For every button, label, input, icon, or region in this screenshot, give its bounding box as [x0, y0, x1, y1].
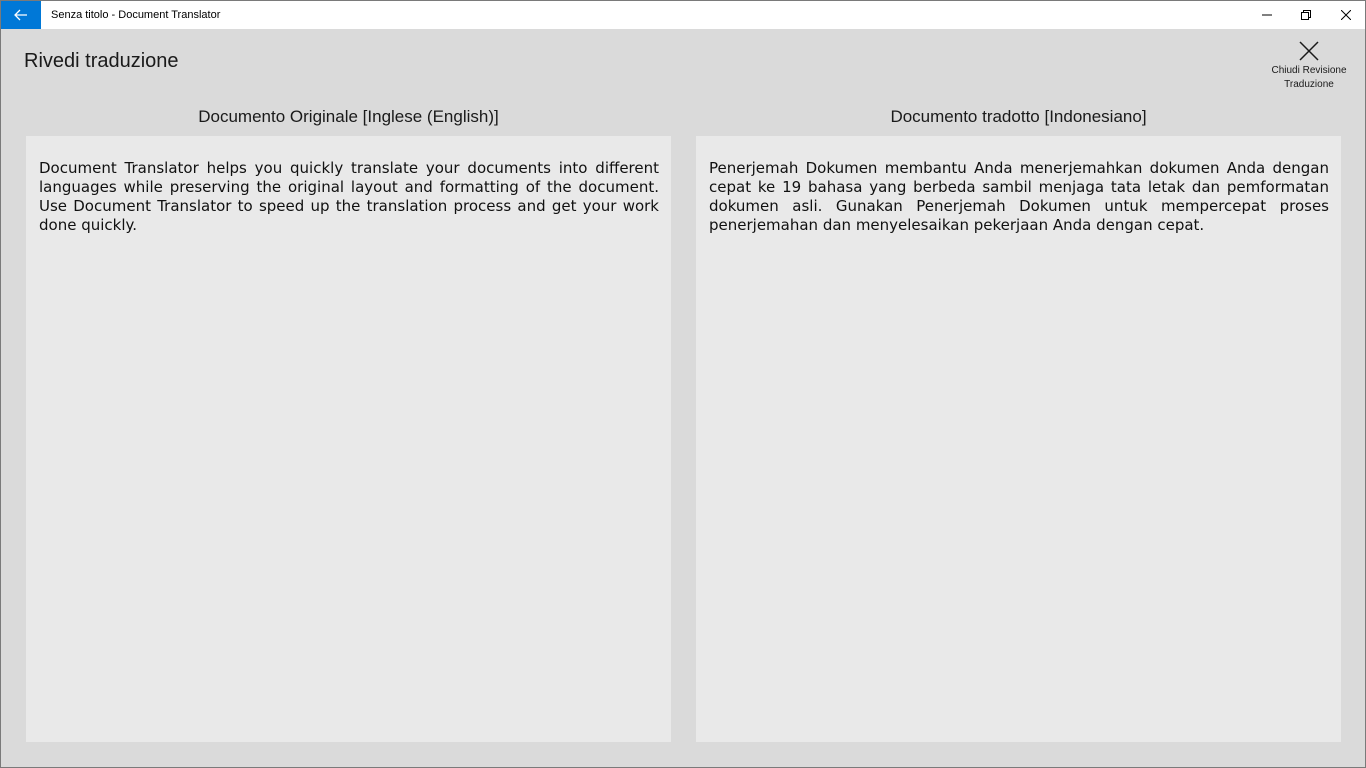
- close-review-button[interactable]: [1263, 37, 1355, 95]
- close-review-label-line1: Chiudi Revisione: [1271, 65, 1347, 76]
- translated-document-panel[interactable]: [696, 136, 1341, 742]
- close-review-label-line2: Traduzione: [1284, 79, 1334, 90]
- close-window-button[interactable]: [1326, 1, 1366, 29]
- translated-document-text: Penerjemah Dokumen membantu Anda menerjemahkan dokumen Anda dengan cepat ke 19 bahasa yang berbeda sambil menjaga tata letak dan pemformatan dokumen asli. Gunakan Penerjemah Dokumen untuk mempercepat proses penerjemahan dan menyelesaikan pekerjaan Anda dengan cepat.: [709, 159, 1329, 234]
- title-bar: [1, 1, 1365, 29]
- close-review-label: [1263, 64, 1355, 92]
- translated-document-header: Documento tradotto [Indonesiano]: [890, 107, 1147, 126]
- window-title: Senza titolo - Document Translator: [51, 9, 221, 21]
- original-document-panel[interactable]: [26, 136, 671, 742]
- original-document-text: Document Translator helps you quickly translate your documents into different languages while preserving the original layout and formatting of the document. Use Document Translator to speed up the translation process and get your work done quickly.: [39, 159, 659, 234]
- arrow-left-icon: [14, 9, 28, 21]
- minimize-icon: [1262, 10, 1272, 20]
- restore-icon: [1301, 10, 1311, 20]
- close-review-icon: [1299, 41, 1319, 61]
- restore-button[interactable]: [1286, 1, 1326, 29]
- page-title: Rivedi traduzione: [24, 50, 179, 72]
- original-document-header: Documento Originale [Inglese (English)]: [198, 107, 499, 126]
- minimize-button[interactable]: [1247, 1, 1287, 29]
- close-icon: [1341, 10, 1351, 20]
- back-button[interactable]: [1, 1, 41, 29]
